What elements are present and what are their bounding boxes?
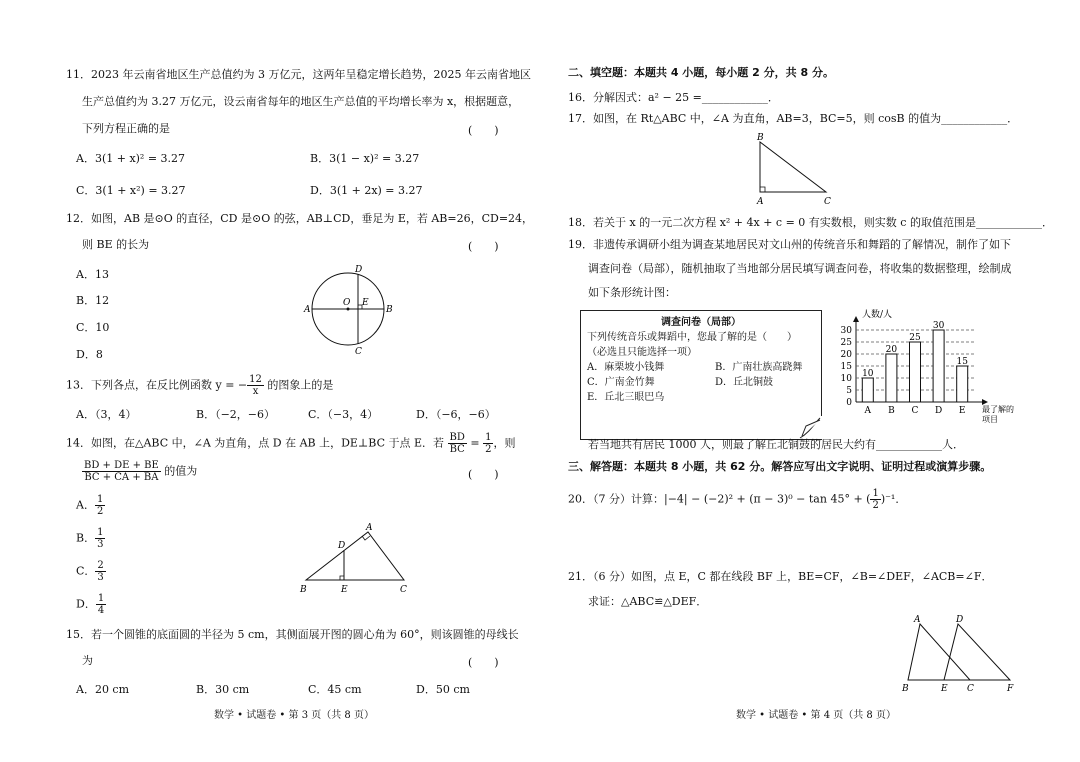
q13-frac-den: x bbox=[252, 386, 259, 397]
q21-label-d: D bbox=[956, 615, 964, 625]
q14-label-c: C bbox=[400, 585, 407, 595]
q15-option-a: A．20 cm bbox=[76, 683, 130, 696]
q14-option-a bbox=[76, 494, 105, 517]
survey-option-a: A．麻栗坡小钱舞 bbox=[587, 362, 665, 373]
chart-bar bbox=[910, 342, 921, 402]
q14-expr-fraction bbox=[82, 460, 161, 483]
survey-question: 下列传统音乐或舞蹈中，您最了解的是（ ） bbox=[587, 332, 797, 343]
q14-line1 bbox=[66, 432, 515, 455]
q12-option-d: D．8 bbox=[76, 348, 103, 361]
q14-answer-paren: ( ) bbox=[468, 468, 499, 481]
q14-line2 bbox=[82, 460, 197, 483]
chart-data-label: 25 bbox=[909, 333, 921, 343]
q20-frac-den: 2 bbox=[872, 500, 879, 511]
bar-chart bbox=[838, 306, 1014, 432]
q14-c-label: C． bbox=[76, 564, 96, 578]
survey-option-b: B．广南壮族高跷舞 bbox=[715, 362, 803, 373]
q14-d-label: D． bbox=[76, 597, 96, 611]
q21-triangles-figure bbox=[896, 612, 1022, 694]
survey-option-e: E．丘北三眼巴乌 bbox=[587, 392, 665, 403]
q11-line2: 生产总值约为 3.27 万亿元，设云南省每年的地区生产总值的平均增长率为 x，根据题意， bbox=[82, 95, 520, 108]
q11-line1: 11．2023 年云南省地区生产总值约为 3 万亿元，这两年呈稳定增长趋势，2025 年云南省地区 bbox=[66, 68, 531, 81]
chart-x-tick-label: D bbox=[934, 406, 943, 416]
q13-text-pre: 13．下列各点，在反比例函数 y = − bbox=[66, 378, 248, 392]
chart-x-tick-label: C bbox=[911, 406, 919, 416]
survey-page-curl bbox=[798, 416, 824, 440]
q21-label-b: B bbox=[902, 684, 909, 694]
q15-option-c: C．45 cm bbox=[308, 683, 362, 696]
q13-option-b: B．（−2，−6） bbox=[196, 408, 276, 421]
q11-answer-paren: ( ) bbox=[468, 124, 499, 137]
q14-label-e: E bbox=[341, 585, 348, 595]
q15-line1: 15．若一个圆锥的底面圆的半径为 5 cm，其侧面展开图的圆心角为 60°，则该圆锥的母线长 bbox=[66, 628, 519, 641]
q11-line3: 下列方程正确的是 bbox=[82, 122, 170, 135]
q13-frac-num: 12 bbox=[249, 374, 262, 385]
chart-xlabel-2: 项目 bbox=[982, 415, 998, 424]
chart-bar bbox=[933, 330, 944, 402]
chart-x-tick-label: A bbox=[864, 406, 872, 416]
q17-label-a: A bbox=[757, 197, 764, 207]
chart-data-label: 20 bbox=[885, 345, 898, 355]
q21-label-c: C bbox=[967, 684, 974, 694]
q21-label-e: E bbox=[941, 684, 948, 694]
q15-answer-paren: ( ) bbox=[468, 656, 499, 669]
q17-label-c: C bbox=[824, 197, 831, 207]
q20-line bbox=[568, 488, 906, 511]
q21-line2: 求证：△ABC≌△DEF． bbox=[588, 595, 708, 608]
q17-label-b: B bbox=[757, 133, 764, 143]
chart-bar bbox=[862, 378, 873, 402]
q14-label-b: B bbox=[300, 585, 307, 595]
chart-y-tick-label: 10 bbox=[840, 374, 852, 384]
q11-option-b: B．3(1 − x)² = 3.27 bbox=[310, 152, 420, 165]
q14-cond-num: BD bbox=[449, 432, 465, 443]
chart-y-tick-label: 20 bbox=[840, 350, 852, 360]
chart-y-tick-label: 30 bbox=[840, 326, 852, 336]
q14-d-den: 4 bbox=[97, 605, 105, 616]
q14-label-d: D bbox=[338, 541, 346, 551]
q14-expr-num: BD + DE + BE bbox=[84, 460, 159, 471]
q13-line bbox=[66, 374, 333, 397]
q15-line2: 为 bbox=[82, 654, 93, 667]
chart-y-tick-label: 25 bbox=[840, 338, 852, 348]
q11-option-c: C．3(1 + x²) = 3.27 bbox=[76, 184, 186, 197]
survey-option-row-2 bbox=[581, 375, 821, 390]
q14-a-den: 2 bbox=[96, 506, 104, 517]
right-page-footer: 数学 • 试题卷 • 第 4 页（共 8 页） bbox=[736, 710, 896, 721]
q14-ratio-den: 2 bbox=[485, 444, 492, 455]
q14-c-den: 3 bbox=[97, 572, 104, 583]
q12-answer-paren: ( ) bbox=[468, 240, 499, 253]
chart-bar bbox=[886, 354, 897, 402]
chart-ylabel: 人数/人 bbox=[862, 310, 893, 320]
q14-a-label: A． bbox=[76, 498, 95, 512]
q14-b-den: 3 bbox=[97, 539, 104, 550]
q12-option-a: A．13 bbox=[76, 268, 109, 281]
survey-note: （必选且只能选择一项） bbox=[587, 347, 697, 358]
q14-triangle-figure bbox=[296, 520, 416, 596]
survey-option-row-1 bbox=[581, 360, 821, 375]
chart-data-label: 10 bbox=[862, 369, 874, 379]
q16-line: 16．分解因式：a² − 25 =____________． bbox=[568, 91, 779, 104]
q14-expr-den: BC + CA + BA bbox=[84, 472, 159, 483]
q14-expr-post: 的值为 bbox=[160, 464, 198, 478]
chart-x-tick-label: E bbox=[958, 406, 966, 416]
q14-b-num: 1 bbox=[97, 527, 104, 538]
q14-ratio-num: 1 bbox=[485, 432, 492, 443]
q14-option-d bbox=[76, 593, 106, 616]
survey-option-c: C．广南金竹舞 bbox=[587, 377, 655, 388]
q14-text-end: ，则 bbox=[493, 436, 516, 450]
chart-y-tick-label: 15 bbox=[840, 362, 852, 372]
q14-option-c bbox=[76, 560, 106, 583]
q20-fraction bbox=[870, 488, 880, 511]
q14-label-a: A bbox=[366, 523, 373, 533]
chart-y-tick-label: 0 bbox=[846, 398, 852, 408]
q19-question: 若当地共有居民 1000 人，则最了解丘北铜鼓的居民大约有____________人． bbox=[588, 438, 964, 451]
q17-triangle-figure bbox=[752, 132, 840, 208]
q20-text-pre: 20．（7 分）计算：|−4| − (−2)² + (π − 3)⁰ − tan 45° + ( bbox=[568, 492, 871, 506]
q19-line1: 19．非遗传承调研小组为调查某地居民对文山州的传统音乐和舞蹈的了解情况，制作了如下 bbox=[568, 238, 1011, 251]
q14-a-num: 1 bbox=[96, 494, 104, 505]
chart-y-arrow bbox=[853, 316, 859, 322]
q14-c-num: 2 bbox=[97, 560, 104, 571]
q21-label-a: A bbox=[914, 615, 921, 625]
q14-cond-fraction bbox=[448, 432, 467, 455]
survey-option-d: D．丘北铜鼓 bbox=[715, 377, 774, 388]
q12-line1: 12．如图，AB 是⊙O 的直径，CD 是⊙O 的弦，AB⊥CD，垂足为 E，若 AB=26，CD=24， bbox=[66, 212, 534, 225]
q12-option-b: B．12 bbox=[76, 294, 110, 307]
q15-option-b: B．30 cm bbox=[196, 683, 250, 696]
q17-line: 17．如图，在 Rt△ABC 中，∠A 为直角，AB=3，BC=5，则 cosB 的值为____________． bbox=[568, 112, 1019, 125]
q21-line1: 21．（6 分）如图，点 E，C 都在线段 BF 上，BE=CF，∠B=∠DEF，∠ACB=∠F． bbox=[568, 570, 993, 583]
q18-line: 18．若关于 x 的一元二次方程 x² + 4x + c = 0 有实数根，则实数 c 的取值范围是____________． bbox=[568, 216, 1053, 229]
chart-bar bbox=[957, 366, 968, 402]
q14-option-b bbox=[76, 527, 105, 550]
q20-frac-num: 1 bbox=[872, 488, 879, 499]
chart-data-label: 15 bbox=[956, 357, 968, 367]
q14-d-num: 1 bbox=[97, 593, 105, 604]
q12-label-b: B bbox=[386, 305, 393, 315]
left-page-footer: 数学 • 试题卷 • 第 3 页（共 8 页） bbox=[214, 710, 374, 721]
q12-label-a: A bbox=[304, 305, 311, 315]
chart-xlabel-1: 最了解的 bbox=[982, 405, 1014, 414]
survey-title: 调查问卷（局部） bbox=[661, 317, 741, 328]
q12-label-o: O bbox=[343, 298, 351, 308]
section-2-heading: 二、填空题：本题共 4 小题，每小题 2 分，共 8 分。 bbox=[568, 66, 834, 79]
q14-cond-eq: = bbox=[466, 436, 484, 450]
q11-option-a: A．3(1 + x)² = 3.27 bbox=[76, 152, 186, 165]
q14-cond-den: BC bbox=[449, 444, 465, 455]
chart-data-label: 30 bbox=[932, 321, 945, 331]
q12-option-c: C．10 bbox=[76, 321, 110, 334]
q12-label-c: C bbox=[355, 347, 362, 356]
q14-b-label: B． bbox=[76, 531, 96, 545]
q15-option-d: D．50 cm bbox=[416, 683, 470, 696]
q14-ratio-fraction bbox=[483, 432, 493, 455]
survey-card bbox=[580, 310, 822, 440]
q13-option-c: C．（−3，4） bbox=[308, 408, 379, 421]
q19-line3: 如下条形统计图： bbox=[588, 286, 676, 299]
q13-option-a: A．（3，4） bbox=[76, 408, 137, 421]
q12-label-e: E bbox=[362, 298, 369, 308]
q12-circle-figure bbox=[300, 262, 400, 356]
section-3-heading: 三、解答题：本题共 8 小题，共 62 分。解答应写出文字说明、证明过程或演算步骤。 bbox=[568, 460, 992, 473]
q20-text-post: )⁻¹． bbox=[880, 492, 907, 506]
q21-label-f: F bbox=[1007, 684, 1014, 694]
q13-fraction bbox=[247, 374, 264, 397]
chart-x-tick-label: B bbox=[888, 406, 895, 416]
q13-option-d: D．（−6，−6） bbox=[416, 408, 496, 421]
q13-text-post: 的图象上的是 bbox=[263, 378, 334, 392]
chart-y-tick-label: 5 bbox=[846, 386, 852, 396]
q12-line2: 则 BE 的长为 bbox=[82, 238, 150, 251]
q14-text: 14．如图，在△ABC 中，∠A 为直角，点 D 在 AB 上，DE⊥BC 于点 E．若 bbox=[66, 436, 445, 450]
q12-label-d: D bbox=[355, 265, 363, 275]
q11-option-d: D．3(1 + 2x) = 3.27 bbox=[310, 184, 423, 197]
q19-line2: 调查问卷（局部），随机抽取了当地部分居民填写调查问卷，将收集的数据整理，绘制成 bbox=[588, 262, 1012, 275]
